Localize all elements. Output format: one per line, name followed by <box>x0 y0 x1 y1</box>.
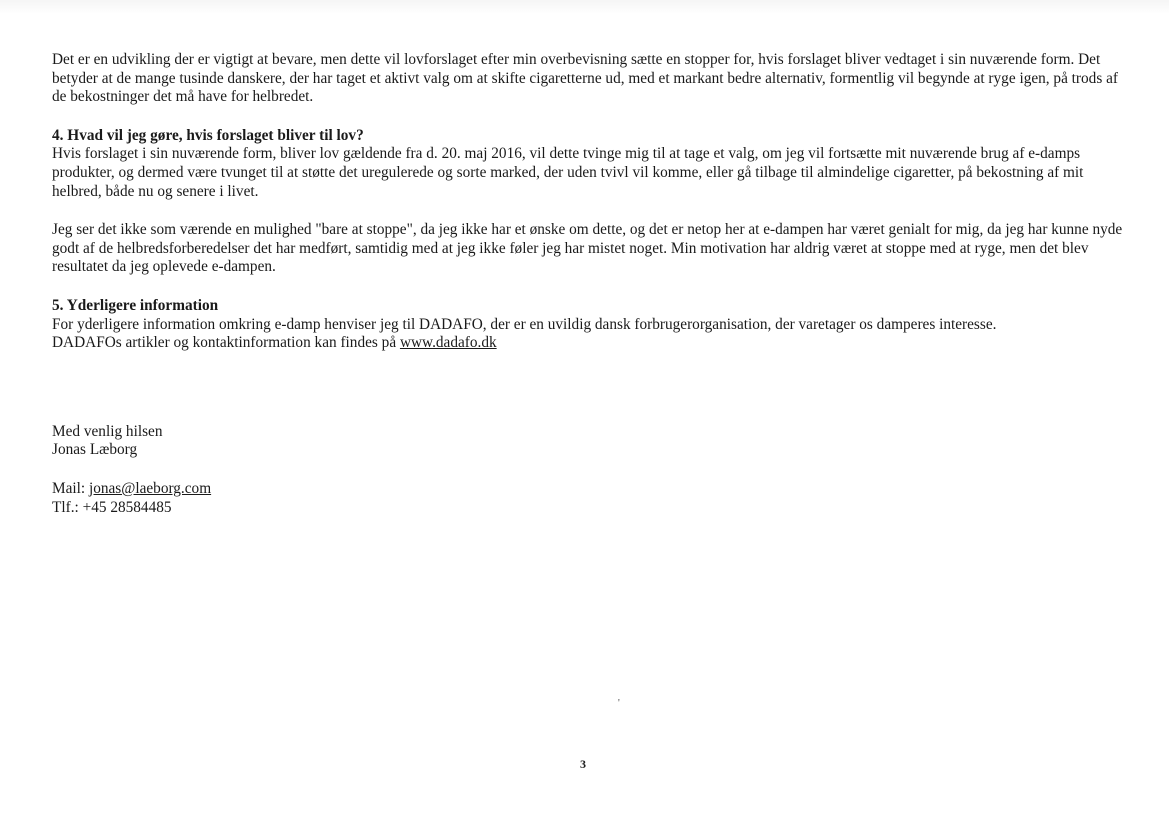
section-4-body: Hvis forslaget i sin nuværende form, bliver lov gældende fra d. 20. maj 2016, vil dette tvinge mig til at tage et valg, om jeg vil fortsætte mit nuværende brug af e-damps produkter, og dermed være tvunget til at støtte det uregulerede og sorte marked, der uden tvivl vil komme, eller gå tilbage til almindelige cigaretter, på bekostning af mit helbred, både nu og senere i livet. <box>52 145 1084 200</box>
section-4-heading: 4. Hvad vil jeg gøre, hvis forslaget bliver til lov? <box>52 126 364 144</box>
spacer <box>52 373 1132 423</box>
phone-label: Tlf.: <box>52 498 83 516</box>
dadafo-link[interactable]: www.dadafo.dk <box>399 334 497 352</box>
signature-block <box>52 423 1132 460</box>
phone-number: +45 28584485 <box>82 498 172 516</box>
paragraph-intro: Det er en udvikling der er vigtigt at bevare, men dette vil lovforslaget efter min overbevisning sætte en stopper for, hvis forslaget bliver vedtaget i sin nuværende form. Det betyder at de mange tusinde danskere, der har taget et aktivt valg om at skifte cigaretterne ud, med et markant bedre alternativ, formentlig vil begynde at ryge igen, på trods af de bekostninger det må have for helbredet. <box>52 51 1118 106</box>
mail-line <box>52 480 1132 499</box>
phone-line <box>52 499 1132 518</box>
page-number: 3 <box>580 757 586 771</box>
section-5-line-2 <box>52 334 497 351</box>
section-5 <box>52 297 1132 353</box>
contact-block <box>52 480 1132 517</box>
section-4 <box>52 127 1132 201</box>
mail-link[interactable]: jonas@laeborg.com <box>88 479 212 497</box>
section-5-line-1: For yderligere information omkring e-damp henviser jeg til DADAFO, der er en uvildig dansk forbrugerorganisation, der varetager os damperes interesse. <box>52 315 997 333</box>
paragraph-motivation: Jeg ser det ikke som værende en mulighed "bare at stoppe", da jeg ikke har et ønske om dette, og det er netop her at e-dampen har været genialt for mig, da jeg har kunne nyde godt af de helbredsforberedelser det har medført, samtidig med at jeg ikke føler jeg har mistet noget. Min motivation har aldrig været at stoppe med at ryge, men det blev resultatet da jeg oplevede e-dampen. <box>52 221 1123 276</box>
section-5-heading: 5. Yderligere information <box>52 296 219 314</box>
closing-text: Med venlig hilsen <box>52 422 163 440</box>
document-body <box>52 51 1132 537</box>
section-5-line-2-text: DADAFOs artikler og kontaktinformation kan findes på <box>52 334 400 352</box>
mail-label: Mail: <box>52 479 89 497</box>
scan-shadow <box>0 0 1169 14</box>
signer-name: Jonas Læborg <box>52 441 138 459</box>
scan-speck: ' <box>618 698 620 709</box>
